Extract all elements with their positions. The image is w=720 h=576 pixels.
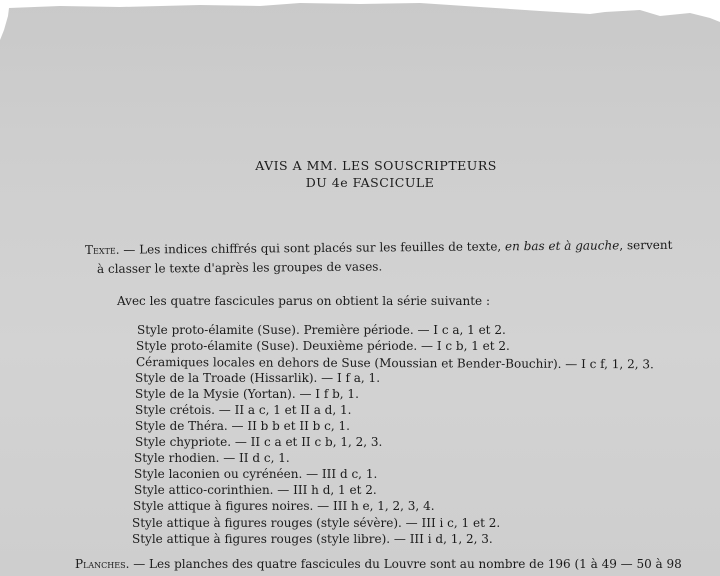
series-item: Style attique à figures noires. — III h e, 1, 2, 3, 4.	[133, 499, 435, 513]
series-item: Style de Théra. — II b b et II b c, 1.	[135, 419, 350, 433]
series-item: Style crétois. — II a c, 1 et II a d, 1.	[135, 403, 352, 417]
series-item: Style attique à figures rouges (style sévère). — III i c, 1 et 2.	[132, 516, 501, 530]
texte-line1-part-a: — Les indices chiffrés qui sont placés sur les feuilles de texte,	[119, 239, 506, 257]
series-item: Style proto-élamite (Suse). Deuxième période. — I c b, 1 et 2.	[136, 339, 510, 353]
planches-text: — Les planches des quatre fascicules du Louvre sont au nombre de 196 (1 à 49 — 50 à 98	[129, 557, 682, 571]
planches-label: Planches.	[75, 557, 130, 571]
texte-line1-emphasis: en bas et à gauche	[504, 238, 620, 254]
page-title: AVIS A MM. LES SOUSCRIPTEURS	[255, 158, 497, 173]
series-item: Style de la Mysie (Yortan). — I f b, 1.	[135, 387, 359, 401]
series-item: Style attique à figures rouges (style libre). — III i d, 1, 2, 3.	[132, 532, 493, 546]
series-intro: Avec les quatre fascicules parus on obtient la série suivante :	[117, 294, 491, 308]
series-item: Style attico-corinthien. — III h d, 1 et 2.	[134, 483, 377, 497]
texte-paragraph-line-2: à classer le texte d'après les groupes de vases.	[96, 259, 383, 276]
series-item: Céramiques locales en dehors de Suse (Moussian et Bender-Bouchir). — I c f, 1, 2, 3.	[135, 355, 654, 372]
series-item: Style chypriote. — II c a et II c b, 1, 2, 3.	[135, 435, 383, 449]
planches-paragraph	[75, 557, 682, 572]
series-item: Style rhodien. — II d c, 1.	[134, 451, 290, 465]
texte-line1-part-b: , servent	[619, 237, 673, 253]
series-item: Style proto-élamite (Suse). Première période. — I c a, 1 et 2.	[137, 323, 506, 337]
page-subtitle: DU 4e FASCICULE	[305, 175, 435, 190]
series-item: Style de la Troade (Hissarlik). — I f a, 1.	[135, 371, 381, 385]
texte-label: Texte.	[84, 242, 120, 257]
series-item: Style laconien ou cyrénéen. — III d c, 1.	[134, 467, 378, 481]
